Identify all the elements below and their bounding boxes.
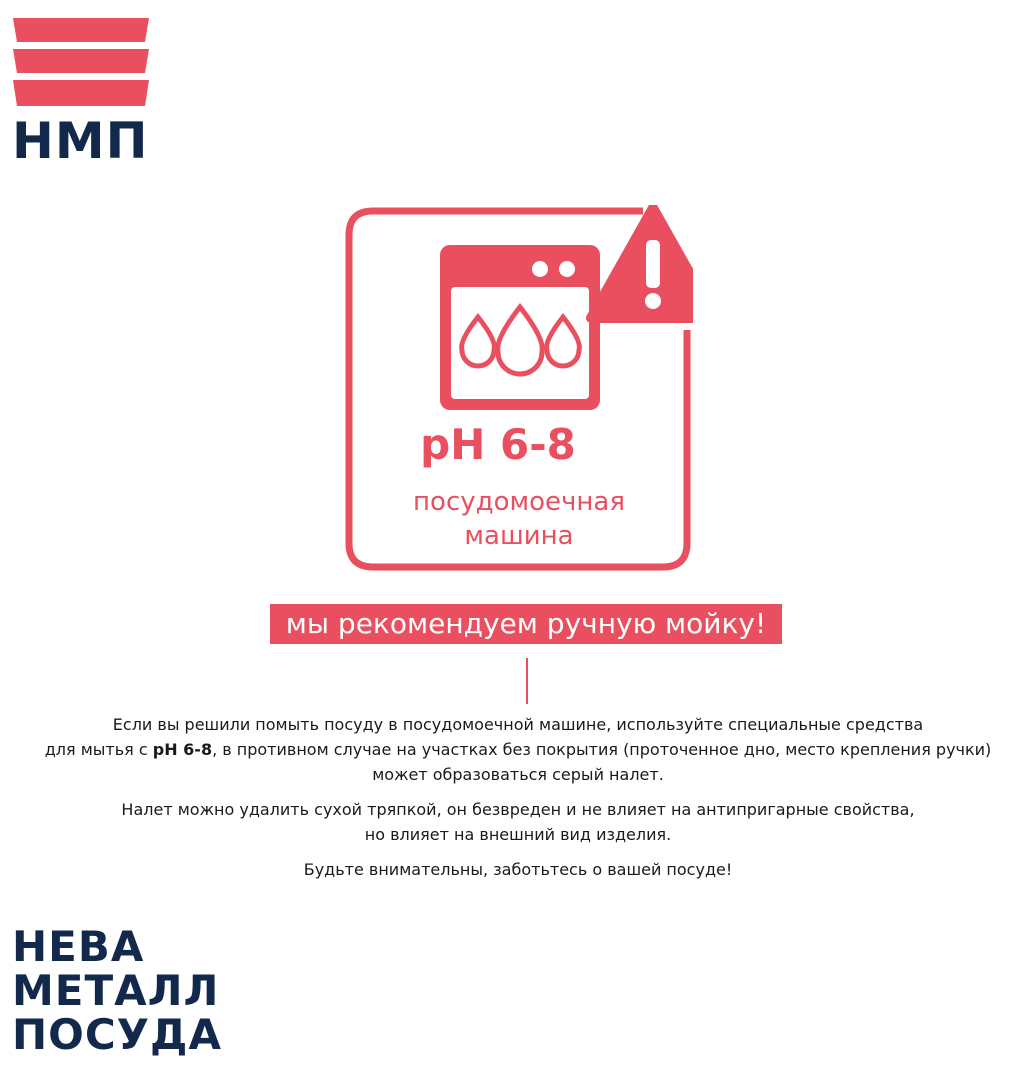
dishwasher-icon xyxy=(440,245,600,410)
text-line: Будьте внимательны, заботьтесь о вашей посуде! xyxy=(303,860,733,879)
text-line: может образоваться серый налет. xyxy=(372,765,664,784)
paragraph-care xyxy=(0,857,1036,882)
warning-triangle-icon xyxy=(591,208,693,318)
text-line: но влияет на внешний вид изделия. xyxy=(364,825,672,844)
subtitle-line: посудомоечная xyxy=(413,487,625,517)
text-line: Если вы решили помыть посуду в посудомоечной машине, используйте специальные средства xyxy=(112,715,924,734)
text-line: , в противном случае на участках без покрытия (проточенное дно, место крепления ручки) xyxy=(212,740,992,759)
ph-highlight: pH 6-8 xyxy=(152,740,213,759)
dishwasher-subtitle xyxy=(343,485,695,553)
ph-label: pH 6-8 xyxy=(420,420,576,469)
recommendation-banner: мы рекомендуем ручную мойку! xyxy=(270,604,782,644)
subtitle-line: машина xyxy=(464,521,574,551)
brand-line: ПОСУДА xyxy=(12,1010,222,1059)
brand-line: НЕВА xyxy=(12,922,145,971)
instructions xyxy=(0,712,1036,892)
paragraph-ph-advice xyxy=(0,712,1036,787)
paragraph-residue xyxy=(0,797,1036,847)
logo-abbreviation: НМП xyxy=(12,112,149,170)
text-line: Налет можно удалить сухой тряпкой, он безвреден и не влияет на антипригарные свойства, xyxy=(121,800,915,819)
text-line: для мытья с xyxy=(44,740,153,759)
brand-line: МЕТАЛЛ xyxy=(12,966,220,1015)
brand-name xyxy=(12,922,222,1059)
connector-line xyxy=(526,658,528,704)
